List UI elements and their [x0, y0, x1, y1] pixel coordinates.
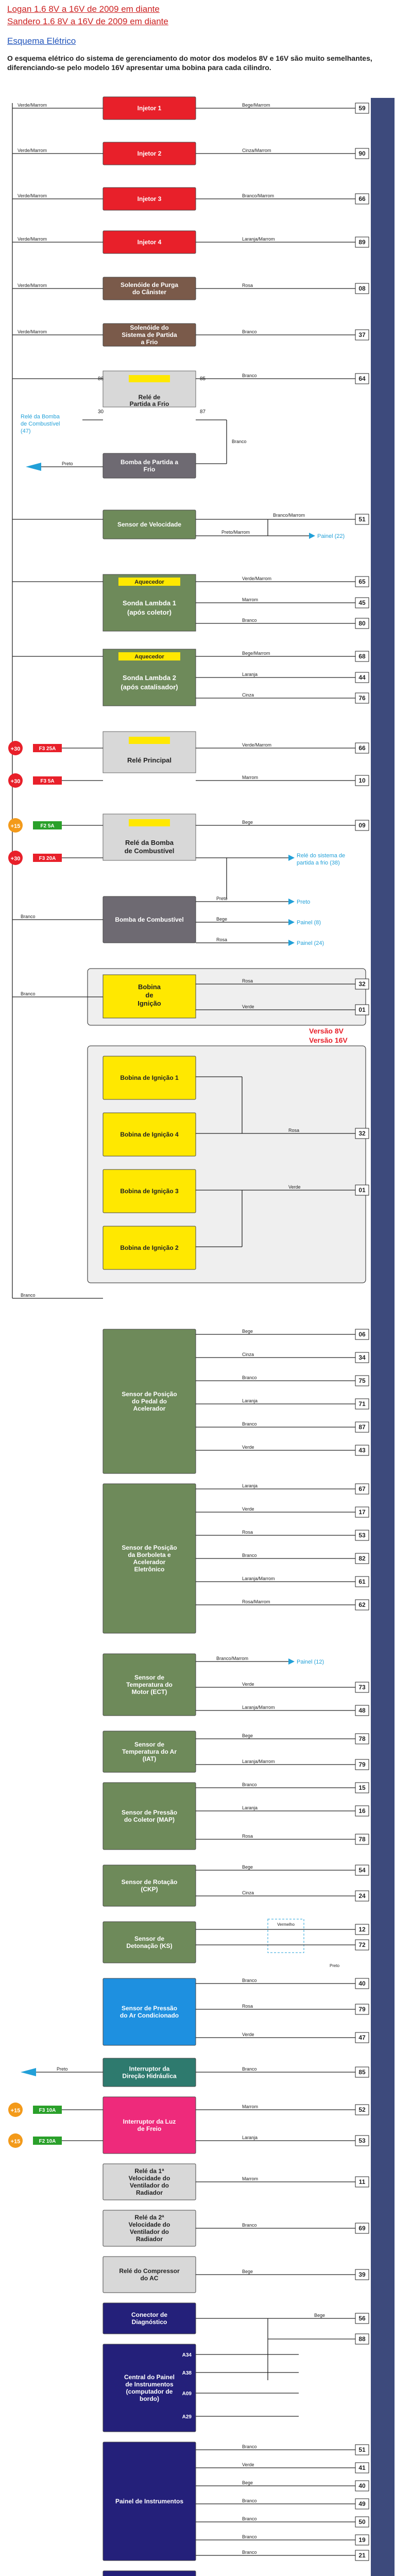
connector-pin: A29 [182, 2414, 192, 2420]
component-label: de Instrumentos [125, 2381, 174, 2388]
battery-label: +30 [10, 856, 21, 862]
component-label: do Ar Condicionado [119, 2012, 179, 2019]
component-label: Relé da Bomba [125, 839, 174, 846]
component-label: Ignição [138, 999, 161, 1007]
relay-pin: 87 [200, 409, 206, 415]
heater-label: Aquecedor [134, 654, 164, 660]
component-label: Ventilador do [129, 2228, 169, 2235]
wire-color-label: Laranja/Marrom [242, 236, 275, 242]
component-label: Diagnóstico [131, 2318, 167, 2326]
component-label: Sensor de Rotação [121, 1878, 178, 1886]
ecu-pin-number: 80 [358, 620, 366, 627]
component-label: Sensor de Posição [122, 1544, 177, 1551]
wire-color-label: Branco [242, 1553, 257, 1558]
ecu-pin-number: 51 [358, 2446, 366, 2453]
component-label: Sistema de Partida [122, 331, 177, 338]
ecu-pin-number: 40 [358, 2482, 366, 2489]
box-ac-cmd [103, 2571, 196, 2576]
component-label: Relé do Compressor [119, 2267, 180, 2275]
wire-color-label: Cinza/Marrom [242, 148, 271, 153]
component-label: Frio [143, 466, 156, 473]
component-label: Solenóide do [130, 324, 169, 331]
ecu-pin-number: 53 [358, 2137, 366, 2144]
ecu-pin-number: 56 [358, 2315, 366, 2322]
wire-color-label: Rosa [242, 2004, 253, 2009]
component-label: Bobina de Ignição 1 [120, 1074, 179, 1081]
ecu-pin-number: 53 [358, 1532, 366, 1539]
wire-color-label: Marrom [242, 597, 258, 602]
component-label: Relé da 1ª [134, 2167, 164, 2175]
wire-color-label: Cinza [242, 692, 254, 698]
component-label: Sensor de Velocidade [117, 521, 182, 528]
ecu-pin-number: 72 [358, 1941, 366, 1948]
ecu-pin-number: 41 [358, 2464, 366, 2471]
ecu-pin-number: 54 [358, 1867, 366, 1874]
wire-color-label: Branco [21, 1293, 36, 1298]
component-label: Bomba de Partida a [120, 459, 179, 466]
wire-color-label: Branco [232, 439, 247, 444]
wire-color-label: Preto [216, 896, 228, 901]
wire-color-label: Branco [242, 329, 257, 334]
wire-color-label: Branco [242, 2066, 257, 2072]
wire-color-label: Branco [242, 2223, 257, 2228]
wire-color-label: Vermelho [277, 1922, 295, 1927]
ecu-pin-number: 48 [358, 1707, 366, 1714]
ecu-pin-number: 51 [358, 516, 366, 523]
link-painel: Painel (8) [297, 920, 321, 926]
battery-label: +15 [10, 2139, 21, 2145]
ecu-bar [371, 98, 395, 2576]
ecu-pin-number: 49 [358, 2500, 366, 2507]
component-label: Bobina de Ignição 3 [120, 1188, 179, 1195]
ecu-pin-number: 61 [358, 1578, 366, 1585]
wire-color-label: Branco [242, 2444, 257, 2449]
wire-color-label: Bege/Marrom [242, 103, 270, 108]
wire-color-label: Verde [242, 1506, 254, 1512]
ecu-pin-number: 75 [358, 1377, 366, 1384]
wire-color-label: Branco [242, 2550, 257, 2555]
ecu-pin-number: 71 [358, 1400, 366, 1408]
relay-coil [129, 375, 170, 382]
component-label: Velocidade do [128, 2221, 170, 2228]
ecu-pin-number: 09 [358, 822, 366, 829]
component-label: do Cânister [132, 289, 167, 296]
wire-color-label: Bege [242, 1865, 253, 1870]
wire-color-label: Verde [242, 2032, 254, 2037]
wire-color-label: Branco [242, 373, 257, 378]
arrow-left [26, 463, 41, 471]
ecu-pin-number: 06 [358, 1331, 366, 1338]
wire-color-label: Verde/Marrom [18, 236, 47, 242]
ecu-pin-number: 12 [358, 1926, 366, 1933]
wire-color-label: Rosa [242, 283, 253, 288]
relay-coil [129, 819, 170, 826]
wire-color-label: Verde/Marrom [242, 576, 272, 581]
component-label: Temperatura do Ar [122, 1748, 177, 1755]
component-label: Radiador [135, 2189, 163, 2196]
arrow-right [288, 1658, 295, 1665]
wire-color-label: Branco [242, 2534, 257, 2539]
ecu-pin-number: 10 [358, 777, 366, 784]
ecu-pin-number: 44 [358, 674, 366, 681]
ecu-pin-number: 79 [358, 2006, 366, 2013]
ecu-pin-number: 47 [358, 2034, 366, 2041]
component-label: Velocidade do [128, 2175, 170, 2182]
component-label: Conector de [131, 2311, 168, 2318]
wire-color-label: Laranja/Marrom [242, 1705, 275, 1710]
ecu-pin-number: 15 [358, 1784, 366, 1791]
component-label: do Coletor (MAP) [124, 1816, 175, 1823]
version-label: Versão 8V [309, 1027, 344, 1035]
ecu-pin-number: 64 [358, 375, 366, 382]
wire-color-label: Verde/Marrom [18, 103, 47, 108]
ecu-pin-number: 32 [358, 980, 366, 988]
component-label: Relé de [138, 394, 161, 401]
component-label: Relé Principal [127, 756, 172, 764]
component-label: bordo) [140, 2395, 159, 2402]
wire-color-label: Marrom [242, 775, 258, 780]
component-label: Detonação (KS) [126, 1942, 173, 1950]
component-label: Sensor de Posição [122, 1391, 177, 1398]
wire-color-label: Bege/Marrom [242, 651, 270, 656]
link-painel: Painel (12) [297, 1659, 324, 1665]
wire-color-label: Rosa/Marrom [242, 1599, 270, 1604]
wire-color-label: Bege [242, 2480, 253, 2485]
wire-color-label: Rosa [216, 937, 228, 942]
link-relay-pump: (47) [21, 428, 31, 434]
ecu-pin-number: 73 [358, 1684, 366, 1691]
wire-color-label: Bege [242, 820, 253, 825]
component-label: Sensor de [134, 1741, 165, 1748]
heater-label: Aquecedor [134, 579, 164, 585]
wire-color-label: Verde [242, 1445, 254, 1450]
ecu-pin-number: 89 [358, 239, 366, 246]
component-label: Sensor de Pressão [121, 2005, 178, 2012]
wire-color-label: Branco [242, 2516, 257, 2521]
fuse-label: F2 5A [40, 823, 55, 829]
wire-color-label: Verde/Marrom [18, 283, 47, 288]
ecu-pin-number: 59 [358, 105, 366, 112]
ecu-pin-number: 11 [358, 2178, 366, 2185]
component-label: Motor (ECT) [131, 1688, 167, 1696]
component-label: Sonda Lambda 2 [122, 674, 177, 682]
wire-color-label: Marrom [242, 2176, 258, 2181]
ecu-pin-number: 52 [358, 2106, 366, 2113]
ecu-pin-number: 76 [358, 694, 366, 702]
wire-color-label: Rosa [242, 978, 253, 984]
ecu-pin-number: 32 [358, 1130, 366, 1137]
component-label: da Borboleta e [128, 1551, 171, 1558]
component-label: de [145, 991, 153, 999]
ecu-pin-number: 85 [358, 2069, 366, 2076]
wire-color-label: Branco/Marrom [216, 1656, 249, 1661]
component-label: Relé da 2ª [134, 2214, 164, 2221]
wire-color-label: Verde/Marrom [242, 742, 272, 748]
arrow-right [288, 919, 295, 925]
component-label: Injetor 3 [137, 195, 162, 202]
wire-color-label: Verde [242, 1004, 254, 1009]
fuse-label: F3 25A [39, 746, 56, 752]
component-label: Injetor 4 [137, 239, 162, 246]
wire-color-label: Laranja [242, 1483, 258, 1488]
component-label: Injetor 2 [137, 150, 162, 157]
fuse-label: F3 10A [39, 2108, 56, 2113]
component-label: (IAT) [142, 1755, 157, 1762]
component-label: Central do Painel [124, 2374, 175, 2381]
wire-color-label: Branco [242, 1782, 257, 1787]
ecu-pin-number: 65 [358, 578, 366, 585]
link-relay-pump: Relé da Bomba [21, 414, 60, 420]
link-sandero[interactable]: Sandero 1.6 8V a 16V de 2009 em diante [7, 16, 168, 26]
battery-label: +30 [10, 746, 21, 752]
ecu-pin-number: 16 [358, 1807, 366, 1815]
component-label: a Frio [141, 338, 158, 346]
component-label: Bomba de Combustível [115, 916, 184, 923]
ecu-pin-number: 34 [358, 1354, 366, 1361]
ecu-pin-number: 08 [358, 285, 366, 292]
ecu-pin-number: 90 [358, 150, 366, 157]
ecu-pin-number: 66 [358, 744, 366, 752]
ecu-pin-number: 37 [358, 331, 366, 338]
wire-color-label: Laranja [242, 1398, 258, 1403]
arrow-left [21, 2068, 36, 2076]
component-label: Partida a Frio [129, 400, 169, 408]
ecu-pin-number: 68 [358, 653, 366, 660]
ecu-pin-number: 82 [358, 1555, 366, 1562]
ecu-pin-number: 17 [358, 1509, 366, 1516]
wire-color-label: Branco/Marrom [273, 513, 305, 518]
link-painel: Preto [297, 899, 311, 905]
connector-pin: A38 [182, 2370, 192, 2376]
ecu-pin-number: 40 [358, 1980, 366, 1987]
battery-label: +15 [10, 2108, 21, 2114]
component-label: Solenóide de Purga [120, 281, 179, 289]
ecu-pin-number: 50 [358, 2518, 366, 2526]
wire-color-label: Laranja [242, 672, 258, 677]
wire-color-label: Preto [62, 461, 73, 466]
intro-text: O esquema elétrico do sistema de gerenciamento do motor dos modelos 8V e 16V são muito semelhantes, diferenciando-se pelo modelo 16V apresentar uma bobina para cada cilindro. [7, 54, 372, 72]
wire-color-label: Rosa [288, 1128, 300, 1133]
wire-color-label: Bege [242, 1733, 253, 1738]
component-label: Acelerador [133, 1558, 166, 1566]
component-label: de Freio [137, 2125, 162, 2132]
component-label: (após coletor) [127, 608, 172, 616]
component-label: Sonda Lambda 1 [122, 599, 177, 607]
component-label: (computador de [126, 2388, 173, 2395]
component-label: (CKP) [141, 1886, 158, 1893]
wire-color-label: Branco [242, 1421, 257, 1427]
fuse-label: F3 5A [40, 778, 55, 784]
ecu-pin-number: 79 [358, 1761, 366, 1768]
wire-color-label: Laranja [242, 2135, 258, 2140]
component-label: Eletrônico [134, 1566, 165, 1573]
wire-color-label: Verde [288, 1184, 301, 1190]
wire-color-label: Bege [242, 2269, 253, 2274]
version-label: Versão 16V [309, 1036, 348, 1044]
ecu-pin-number: 01 [358, 1006, 366, 1013]
wire-color-label: Cinza [242, 1352, 254, 1357]
wire-color-label: Branco [242, 2498, 257, 2503]
arrow-right [288, 940, 295, 946]
wire-color-label: Preto/Marrom [221, 530, 250, 535]
relay-pin: 85 [200, 376, 206, 382]
wire-color-label: Branco [21, 914, 36, 919]
component-label: Temperatura do [126, 1681, 173, 1688]
component-label: do Pedal do [131, 1398, 167, 1405]
wire-color-label: Branco [242, 1375, 257, 1380]
ecu-pin-number: 78 [358, 1836, 366, 1843]
component-label: de Combustível [124, 847, 175, 855]
component-label: Radiador [135, 2235, 163, 2243]
wire-color-label: Verde/Marrom [18, 329, 47, 334]
wire-color-label: Branco [21, 991, 36, 996]
connector-pin: A09 [182, 2391, 192, 2397]
wire-color-label: Cinza [242, 1890, 254, 1895]
component-label: Acelerador [133, 1405, 166, 1412]
ecu-pin-number: 19 [358, 2536, 366, 2544]
ecu-pin-number: 69 [358, 2225, 366, 2232]
component-label: Bobina de Ignição 4 [120, 1131, 179, 1138]
ecu-pin-number: 78 [358, 1735, 366, 1742]
wire-color-label: Preto [330, 1963, 340, 1968]
wire-color-label: Rosa [242, 1834, 253, 1839]
wire-color-label: Verde [242, 2462, 254, 2467]
wire-color-label: Branco [242, 618, 257, 623]
component-label: Painel de Instrumentos [115, 2498, 184, 2505]
component-label: Sensor de Pressão [121, 1809, 178, 1816]
link-logan[interactable]: Logan 1.6 8V a 16V de 2009 em diante [7, 4, 160, 14]
link-relay-start: partida a frio (38) [297, 860, 340, 866]
component-label: Direção Hidráulica [122, 2072, 177, 2080]
fuse-label: F3 20A [39, 856, 56, 861]
link-painel: Painel (24) [297, 940, 324, 946]
wire-color-label: Verde/Marrom [18, 193, 47, 198]
ecu-pin-number: 39 [358, 2271, 366, 2278]
relay-coil [129, 737, 170, 744]
component-label: Bobina [138, 983, 161, 991]
component-label: Sensor de [134, 1674, 165, 1681]
wire-color-label: Verde [242, 1682, 254, 1687]
arrow-right [288, 855, 295, 861]
wire-color-label: Bege [216, 917, 228, 922]
battery-label: +30 [10, 778, 21, 785]
component-label: Interruptor da Luz [123, 2118, 176, 2125]
link-relay-pump: de Combustível [21, 421, 60, 427]
wire-color-label: Laranja/Marrom [242, 1576, 275, 1581]
link-relay-start: Relé do sistema de [297, 853, 346, 859]
ecu-pin-number: 21 [358, 2552, 366, 2559]
ecu-pin-number: 01 [358, 1187, 366, 1194]
relay-pin: 86 [98, 376, 104, 382]
component-label: Ventilador do [129, 2182, 169, 2189]
wire-color-label: Verde/Marrom [18, 148, 47, 153]
wire-color-label: Laranja [242, 1805, 258, 1810]
ecu-pin-number: 24 [358, 1892, 366, 1900]
arrow-right [288, 899, 295, 905]
ecu-pin-number: 66 [358, 195, 366, 202]
component-label: Interruptor da [129, 2065, 170, 2073]
wire-color-label: Bege [314, 2313, 326, 2318]
arrow-right [309, 533, 315, 539]
ecu-pin-number: 87 [358, 1423, 366, 1431]
relay-pin: 30 [98, 409, 104, 415]
link-painel: Painel (22) [317, 533, 345, 539]
connector-pin: A34 [182, 2352, 192, 2358]
fuse-label: F2 10A [39, 2139, 56, 2144]
ecu-pin-number: 43 [358, 1447, 366, 1454]
wire-color-label: Rosa [242, 1530, 253, 1535]
battery-label: +15 [10, 823, 21, 829]
ecu-pin-number: 88 [358, 2335, 366, 2343]
component-label: Injetor 1 [137, 105, 162, 112]
wire-color-label: Preto [57, 2066, 68, 2072]
component-label: (após catalisador) [121, 683, 178, 691]
link-esquema[interactable]: Esquema Elétrico [7, 36, 76, 46]
wire-color-label: Branco/Marrom [242, 193, 275, 198]
wire-color-label: Branco [242, 1978, 257, 1983]
wire-color-label: Laranja/Marrom [242, 1759, 275, 1764]
component-label: Bobina de Ignição 2 [120, 1244, 179, 1251]
component-label: Sensor de [134, 1935, 165, 1942]
wire-color-label: Bege [242, 1329, 253, 1334]
wire-color-label: Marrom [242, 2104, 258, 2109]
ecu-pin-number: 67 [358, 1485, 366, 1493]
component-label: do AC [140, 2275, 159, 2282]
ecu-pin-number: 62 [358, 1601, 366, 1608]
ecu-pin-number: 45 [358, 599, 366, 606]
